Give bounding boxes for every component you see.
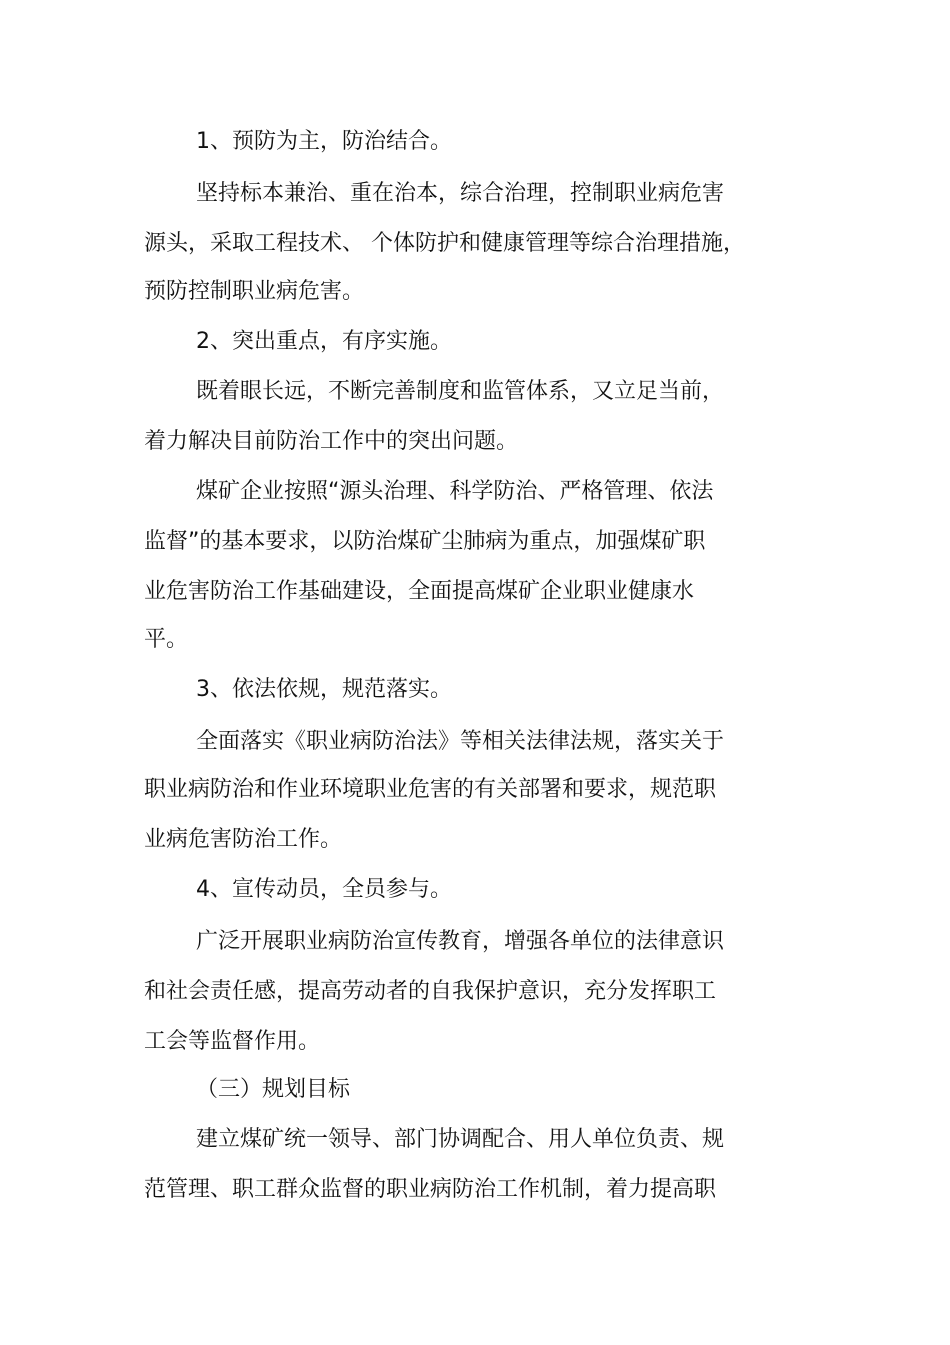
paragraph-3-line-4: 平。 <box>144 627 189 652</box>
paragraph-6-line-2: 范管理、职工群众监督的职业病防治工作机制，着力提高职 <box>144 1177 717 1202</box>
section-heading: （三）规划目标 <box>196 1077 351 1102</box>
paragraph-6-line-1: 建立煤矿统一领导、部门协调配合、用人单位负责、规 <box>196 1127 725 1152</box>
heading-4: 4、宣传动员，全员参与。 <box>196 877 452 902</box>
paragraph-2-line-1: 既着眼长远，不断完善制度和监管体系，又立足当前， <box>196 379 725 404</box>
paragraph-1-line-1: 坚持标本兼治、重在治本，综合治理，控制职业病危害 <box>196 181 725 206</box>
heading-2: 2、突出重点，有序实施。 <box>196 329 452 354</box>
paragraph-4-line-1: 全面落实《职业病防治法》等相关法律法规，落实关于 <box>196 729 725 754</box>
paragraph-3-line-3: 业危害防治工作基础建设，全面提高煤矿企业职业健康水 <box>144 579 695 604</box>
paragraph-1-line-2: 源头，采取工程技术、 个体防护和健康管理等综合治理措施， <box>144 231 745 256</box>
paragraph-4-line-2: 职业病防治和作业环境职业危害的有关部署和要求，规范职 <box>144 777 717 802</box>
paragraph-5-line-1: 广泛开展职业病防治宣传教育，增强各单位的法律意识 <box>196 929 725 954</box>
paragraph-5-line-2: 和社会责任感，提高劳动者的自我保护意识，充分发挥职工 <box>144 979 717 1004</box>
paragraph-2-line-2: 着力解决目前防治工作中的突出问题。 <box>144 429 519 454</box>
paragraph-3-line-1: 煤矿企业按照“源头治理、科学防治、严格管理、依法 <box>196 479 714 504</box>
paragraph-1-line-3: 预防控制职业病危害。 <box>144 279 365 304</box>
paragraph-4-line-3: 业病危害防治工作。 <box>144 827 343 852</box>
paragraph-3-line-2: 监督”的基本要求，以防治煤矿尘肺病为重点，加强煤矿职 <box>144 529 706 554</box>
heading-3: 3、依法依规，规范落实。 <box>196 677 452 702</box>
heading-1: 1、预防为主，防治结合。 <box>196 129 452 154</box>
paragraph-5-line-3: 工会等监督作用。 <box>144 1029 321 1054</box>
